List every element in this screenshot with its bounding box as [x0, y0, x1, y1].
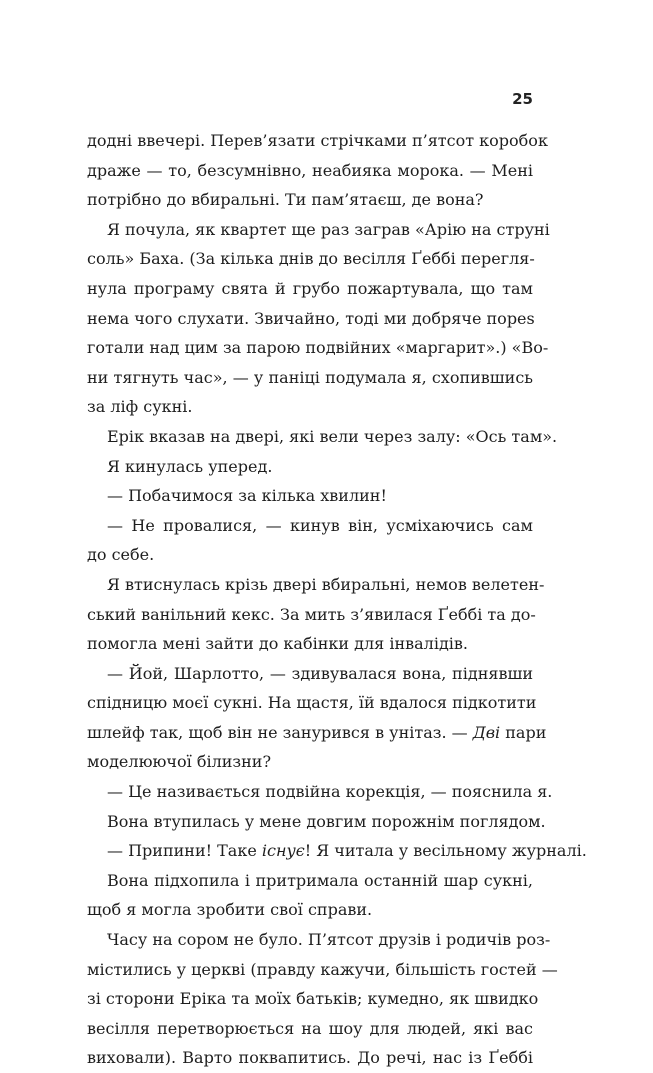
- line-text: Вона втупилась у мене довгим порожнім поглядом.: [107, 811, 546, 831]
- line-text: драже — то, безсумнівно, неабияка морока. — Мені: [87, 160, 533, 180]
- line-text: Часу на сором не було. П’ятсот друзів і родичів роз-: [107, 930, 551, 950]
- text-line: [87, 600, 536, 630]
- line-text: — Припини! Таке: [107, 841, 262, 861]
- text-line: [87, 156, 533, 186]
- line-text: соль» Баха. (За кілька днів до весілля Ґеббі перегля-: [87, 249, 535, 269]
- line-text: містились у церкві (правду кажучи, більшість гостей —: [87, 959, 558, 979]
- text-line: [87, 215, 550, 245]
- text-line: [87, 836, 587, 866]
- body-text: [87, 126, 587, 1073]
- text-line: [87, 925, 551, 955]
- line-text: шлейф так, щоб він не занурився в унітаз. —: [87, 722, 473, 742]
- line-text: потрібно до вбиральні. Ти пам’ятаєш, де вона?: [87, 190, 484, 210]
- text-line: [87, 511, 533, 541]
- text-line: [87, 895, 533, 925]
- text-line: [87, 629, 533, 659]
- line-text: — Побачимося за кілька хвилин!: [107, 486, 387, 506]
- text-line: [87, 777, 553, 807]
- line-text: Я почула, як квартет ще раз заграв «Арію на струні: [107, 219, 550, 239]
- text-line: [87, 866, 533, 896]
- text-line: [87, 126, 548, 156]
- text-line: [87, 718, 547, 748]
- text-line: [87, 244, 533, 274]
- line-text: виховали). Варто поквапитись. До речі, нас із Ґеббі: [87, 1048, 533, 1068]
- line-text: ський ванільний кекс. За мить з’явилася Ґеббі та до-: [87, 604, 536, 624]
- line-text: нема чого слухати. Звичайно, тоді ми добряче пореs: [87, 308, 535, 328]
- text-line: [87, 540, 533, 570]
- text-line: [87, 659, 533, 689]
- line-text: Ерік вказав на двері, які вели через залу: «Ось там».: [107, 426, 558, 446]
- text-line: [87, 304, 533, 334]
- text-line: [87, 481, 533, 511]
- line-text: — Це називається подвійна корекція, — пояснила я.: [107, 782, 553, 802]
- line-text: Вона підхопила і притримала останній шар сукні,: [107, 870, 533, 890]
- text-line: [87, 1014, 533, 1044]
- line-text: ни тягнуть час», — у паніці подумала я, схопившись: [87, 367, 533, 387]
- page-number: 25: [512, 90, 533, 108]
- line-text: ! Я читала у весільному журналі.: [304, 841, 587, 861]
- text-line: [87, 688, 537, 718]
- text-line: [87, 363, 533, 393]
- text-line: [87, 422, 558, 452]
- text-line: [87, 955, 558, 985]
- line-text: додні ввечері. Перев’язати стрічками п’ятсот коробок: [87, 131, 548, 150]
- text-line: [87, 185, 533, 215]
- text-line: [87, 452, 533, 482]
- text-line: [87, 807, 546, 837]
- line-text: — Йой, Шарлотто, — здивувалася вона, піднявши: [107, 663, 533, 683]
- line-text: помогла мені зайти до кабінки для інвалідів.: [87, 634, 468, 654]
- emphasis-text: існує: [261, 841, 305, 861]
- line-text: Я кинулась уперед.: [107, 456, 273, 476]
- line-text: зі сторони Еріка та моїх батьків; кумедно, як швидко: [87, 989, 539, 1009]
- line-text: щоб я могла зробити свої справи.: [87, 900, 373, 920]
- text-line: [87, 1043, 533, 1073]
- line-text: нула програму свята й грубо пожартувала, що там: [87, 278, 533, 298]
- line-text: до себе.: [87, 545, 155, 565]
- line-text: весілля перетворюється на шоу для людей, які вас: [87, 1018, 533, 1038]
- emphasis-text: Дві: [472, 722, 501, 742]
- line-text: пари: [500, 722, 547, 742]
- line-text: — Не провалися, — кинув він, усміхаючись сам: [107, 515, 533, 535]
- text-line: [87, 570, 545, 600]
- line-text: моделюючої білизни?: [87, 752, 272, 772]
- text-line: [87, 984, 539, 1014]
- line-text: готали над цим за парою подвійних «маргарит».) «Во-: [87, 338, 549, 358]
- line-text: спідницю моєї сукні. На щастя, їй вдалося підкотити: [87, 693, 537, 713]
- text-line: [87, 274, 533, 304]
- text-line: [87, 747, 533, 777]
- text-line: [87, 333, 549, 363]
- text-line: [87, 392, 533, 422]
- line-text: за ліф сукні.: [87, 397, 193, 417]
- line-text: Я втиснулась крізь двері вбиральні, немов велетен-: [107, 574, 545, 594]
